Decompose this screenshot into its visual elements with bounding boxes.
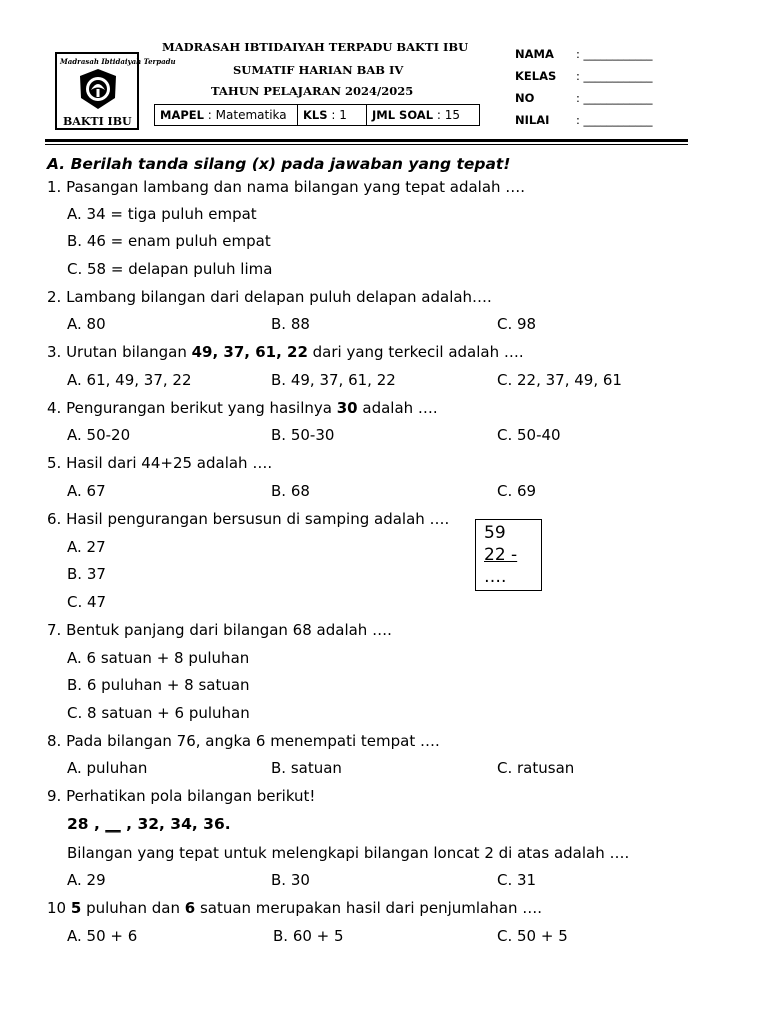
question-4 (47, 399, 438, 417)
q4-option-a[interactable]: A. 50-20 (67, 426, 131, 444)
question-2: 2. Lambang bilangan dari delapan puluh delapan adalah…. (47, 288, 492, 306)
q10-text-post: satuan merupakan hasil dari penjumlahan …. (195, 899, 542, 917)
q1-option-b[interactable]: B. 46 = enam puluh empat (67, 232, 271, 250)
mapel-value: : Matematika (207, 108, 287, 122)
q3-numbers: 49, 37, 61, 22 (191, 343, 308, 361)
nama-label: NAMA (515, 47, 554, 61)
nilai-field[interactable]: : ____________ (576, 113, 653, 127)
q6-subtrahend: 22 - (484, 545, 518, 565)
question-9: 9. Perhatikan pola bilangan berikut! (47, 787, 316, 805)
q5-option-c[interactable]: C. 69 (497, 482, 537, 500)
q4-text-post: adalah …. (357, 399, 438, 417)
jml-soal-cell (366, 104, 480, 126)
q9-pattern (67, 815, 231, 833)
kelas-label: KELAS (515, 69, 557, 83)
q9-pattern-start: 28 , (67, 815, 106, 833)
q4-option-b[interactable]: B. 50-30 (271, 426, 335, 444)
q8-option-b[interactable]: B. satuan (271, 759, 342, 777)
q2-option-b[interactable]: B. 88 (271, 315, 310, 333)
jml-soal-value: : 15 (436, 108, 461, 122)
q4-target: 30 (336, 399, 358, 417)
q10-number: 10 (47, 899, 71, 917)
q3-option-b[interactable]: B. 49, 37, 61, 22 (271, 371, 396, 389)
q9-pattern-blank: __ (105, 815, 121, 833)
q9-option-c[interactable]: C. 31 (497, 871, 537, 889)
q6-option-c[interactable]: C. 47 (67, 593, 107, 611)
question-3 (47, 343, 524, 361)
q3-option-c[interactable]: C. 22, 37, 49, 61 (497, 371, 622, 389)
q8-option-c[interactable]: C. ratusan (497, 759, 575, 777)
q7-option-b[interactable]: B. 6 puluhan + 8 satuan (67, 676, 250, 694)
q6-subtraction-box (475, 519, 542, 591)
school-logo (55, 52, 176, 130)
q8-option-a[interactable]: A. puluhan (67, 759, 148, 777)
q6-minuend: 59 (484, 523, 506, 543)
q3-text-pre: 3. Urutan bilangan (47, 343, 192, 361)
kls-label: KLS (303, 108, 328, 122)
q1-option-a[interactable]: A. 34 = tiga puluh empat (67, 205, 257, 223)
logo-emblem-icon (78, 68, 118, 110)
no-field[interactable]: : ____________ (576, 91, 653, 105)
q4-text-pre: 4. Pengurangan berikut yang hasilnya (47, 399, 337, 417)
mapel-label: MAPEL (160, 108, 204, 122)
q2-option-c[interactable]: C. 98 (497, 315, 537, 333)
q5-option-b[interactable]: B. 68 (271, 482, 310, 500)
q10-text-mid: puluhan dan (81, 899, 185, 917)
kls-cell (297, 104, 367, 126)
q7-option-a[interactable]: A. 6 satuan + 8 puluhan (67, 649, 250, 667)
mapel-cell (154, 104, 298, 126)
q3-text-post: dari yang terkecil adalah …. (307, 343, 524, 361)
section-title: A. Berilah tanda silang (x) pada jawaban yang tepat! (47, 155, 511, 173)
exam-title: SUMATIF HARIAN BAB IV (233, 63, 404, 77)
nilai-label: NILAI (515, 113, 550, 127)
q4-option-c[interactable]: C. 50-40 (497, 426, 561, 444)
q6-result: …. (484, 567, 507, 587)
header-divider-thin (45, 144, 688, 145)
q9-option-b[interactable]: B. 30 (271, 871, 310, 889)
q9-subquestion: Bilangan yang tepat untuk melengkapi bilangan loncat 2 di atas adalah …. (67, 844, 630, 862)
q5-option-a[interactable]: A. 67 (67, 482, 106, 500)
header-divider-thick (45, 139, 688, 142)
nama-field[interactable]: : ____________ (576, 47, 653, 61)
q10-option-c[interactable]: C. 50 + 5 (497, 927, 568, 945)
question-8: 8. Pada bilangan 76, angka 6 menempati tempat …. (47, 732, 440, 750)
logo-text-bottom: BAKTI IBU (63, 115, 132, 128)
logo-text-top: Madrasah Ibtidaiyah Terpadu (60, 57, 176, 66)
q10-tens: 5 (70, 899, 82, 917)
kls-value: : 1 (331, 108, 347, 122)
q7-option-c[interactable]: C. 8 satuan + 6 puluhan (67, 704, 250, 722)
q1-option-c[interactable]: C. 58 = delapan puluh lima (67, 260, 273, 278)
q6-option-b[interactable]: B. 37 (67, 565, 106, 583)
q9-pattern-end: , 32, 34, 36. (120, 815, 231, 833)
question-6: 6. Hasil pengurangan bersusun di samping adalah …. (47, 510, 450, 528)
q2-option-a[interactable]: A. 80 (67, 315, 106, 333)
q10-ones: 6 (184, 899, 196, 917)
school-name: MADRASAH IBTIDAIYAH TERPADU BAKTI IBU (162, 40, 469, 54)
q3-option-a[interactable]: A. 61, 49, 37, 22 (67, 371, 192, 389)
q10-option-a[interactable]: A. 50 + 6 (67, 927, 138, 945)
no-label: NO (515, 91, 535, 105)
question-7: 7. Bentuk panjang dari bilangan 68 adalah …. (47, 621, 392, 639)
q6-option-a[interactable]: A. 27 (67, 538, 106, 556)
kelas-field[interactable]: : ____________ (576, 69, 653, 83)
jml-soal-label: JML SOAL (372, 108, 434, 122)
question-10 (47, 899, 542, 917)
q9-option-a[interactable]: A. 29 (67, 871, 106, 889)
question-1: 1. Pasangan lambang dan nama bilangan yang tepat adalah …. (47, 178, 526, 196)
q10-option-b[interactable]: B. 60 + 5 (273, 927, 344, 945)
question-5: 5. Hasil dari 44+25 adalah …. (47, 454, 273, 472)
academic-year: TAHUN PELAJARAN 2024/2025 (211, 84, 414, 98)
